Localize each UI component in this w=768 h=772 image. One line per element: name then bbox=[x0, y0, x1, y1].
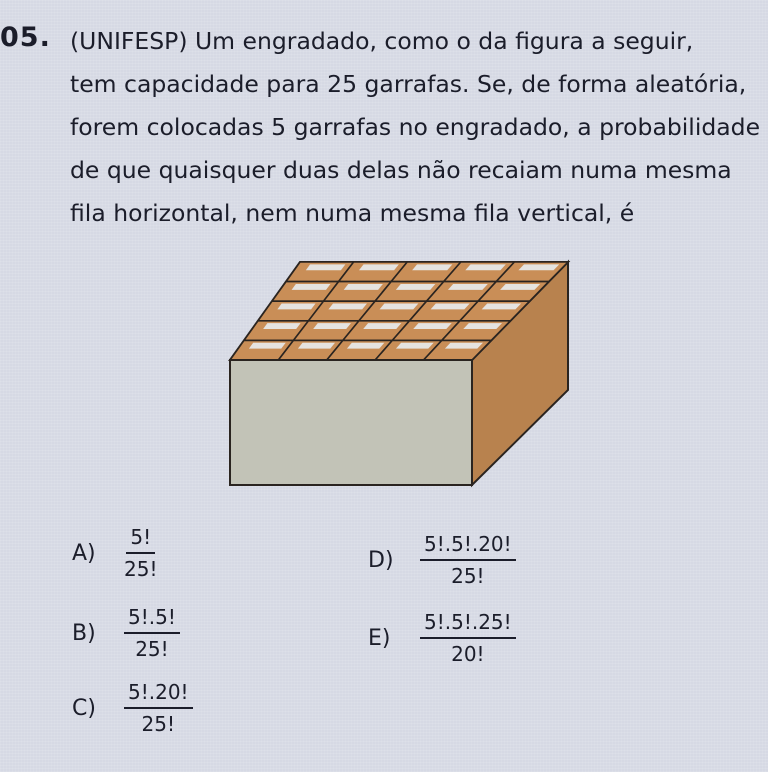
fraction-numerator: 5!.5!.20! bbox=[420, 532, 516, 561]
bottle-slot bbox=[413, 323, 451, 329]
fraction-numerator: 5!.20! bbox=[124, 680, 193, 709]
bottle-slot bbox=[380, 304, 419, 310]
bottle-slot bbox=[359, 264, 399, 270]
question-line: fila horizontal, nem numa mesma fila vertical, é bbox=[70, 199, 635, 227]
fraction-denominator: 25! bbox=[141, 712, 176, 736]
bottle-slot bbox=[306, 264, 346, 270]
fraction-denominator: 20! bbox=[451, 642, 485, 666]
bottle-slot bbox=[412, 264, 452, 270]
bottle-slot bbox=[448, 284, 488, 290]
fraction-numerator: 5!.5! bbox=[124, 605, 180, 634]
bottle-slot bbox=[292, 284, 331, 290]
fraction-denominator: 25! bbox=[451, 564, 485, 588]
crate-figure bbox=[225, 255, 580, 490]
fraction-denominator: 25! bbox=[124, 557, 158, 581]
option-label: A) bbox=[72, 540, 96, 566]
option-fraction bbox=[124, 680, 193, 736]
option-label: B) bbox=[72, 620, 96, 646]
question-line: (UNIFESP) Um engradado, como o da figura a seguir, bbox=[70, 27, 694, 55]
bottle-slot bbox=[277, 304, 315, 310]
bottle-slot bbox=[263, 323, 301, 329]
bottle-slot bbox=[396, 284, 435, 290]
fraction-numerator: 5! bbox=[126, 525, 155, 554]
option-c[interactable] bbox=[72, 680, 193, 736]
bottle-slot bbox=[500, 284, 540, 290]
fraction-denominator: 25! bbox=[135, 637, 169, 661]
bottle-slot bbox=[298, 343, 335, 349]
option-b[interactable] bbox=[72, 605, 180, 661]
bottle-slot bbox=[445, 343, 483, 349]
bottle-slot bbox=[396, 343, 434, 349]
question-line: de que quaisquer duas delas não recaiam numa mesma bbox=[70, 156, 732, 184]
fraction-numerator: 5!.5!.25! bbox=[420, 610, 516, 639]
bottle-slot bbox=[482, 304, 521, 310]
bottle-slot bbox=[313, 323, 351, 329]
question-line: forem colocadas 5 garrafas no engradado, a probabilidade bbox=[70, 113, 761, 141]
option-label: E) bbox=[368, 625, 391, 651]
option-a[interactable] bbox=[72, 525, 157, 581]
option-fraction bbox=[420, 532, 516, 588]
crate-front-face bbox=[230, 360, 472, 485]
option-label: C) bbox=[72, 695, 96, 721]
option-e[interactable] bbox=[368, 610, 516, 666]
option-d[interactable] bbox=[368, 532, 516, 588]
question-text bbox=[70, 20, 761, 235]
bottle-slot bbox=[344, 284, 383, 290]
bottle-slot bbox=[465, 264, 505, 270]
bottle-slot bbox=[431, 304, 470, 310]
option-fraction bbox=[420, 610, 516, 666]
option-fraction bbox=[124, 605, 180, 661]
option-label: D) bbox=[368, 547, 394, 573]
bottle-slot bbox=[249, 343, 286, 349]
question-line: tem capacidade para 25 garrafas. Se, de forma aleatória, bbox=[70, 70, 747, 98]
option-fraction bbox=[124, 525, 157, 581]
bottle-slot bbox=[347, 343, 384, 349]
bottle-slot bbox=[363, 323, 401, 329]
bottle-slot bbox=[328, 304, 367, 310]
bottle-slot bbox=[518, 264, 559, 270]
bottle-slot bbox=[463, 323, 502, 329]
question-number: 05. bbox=[0, 22, 51, 53]
